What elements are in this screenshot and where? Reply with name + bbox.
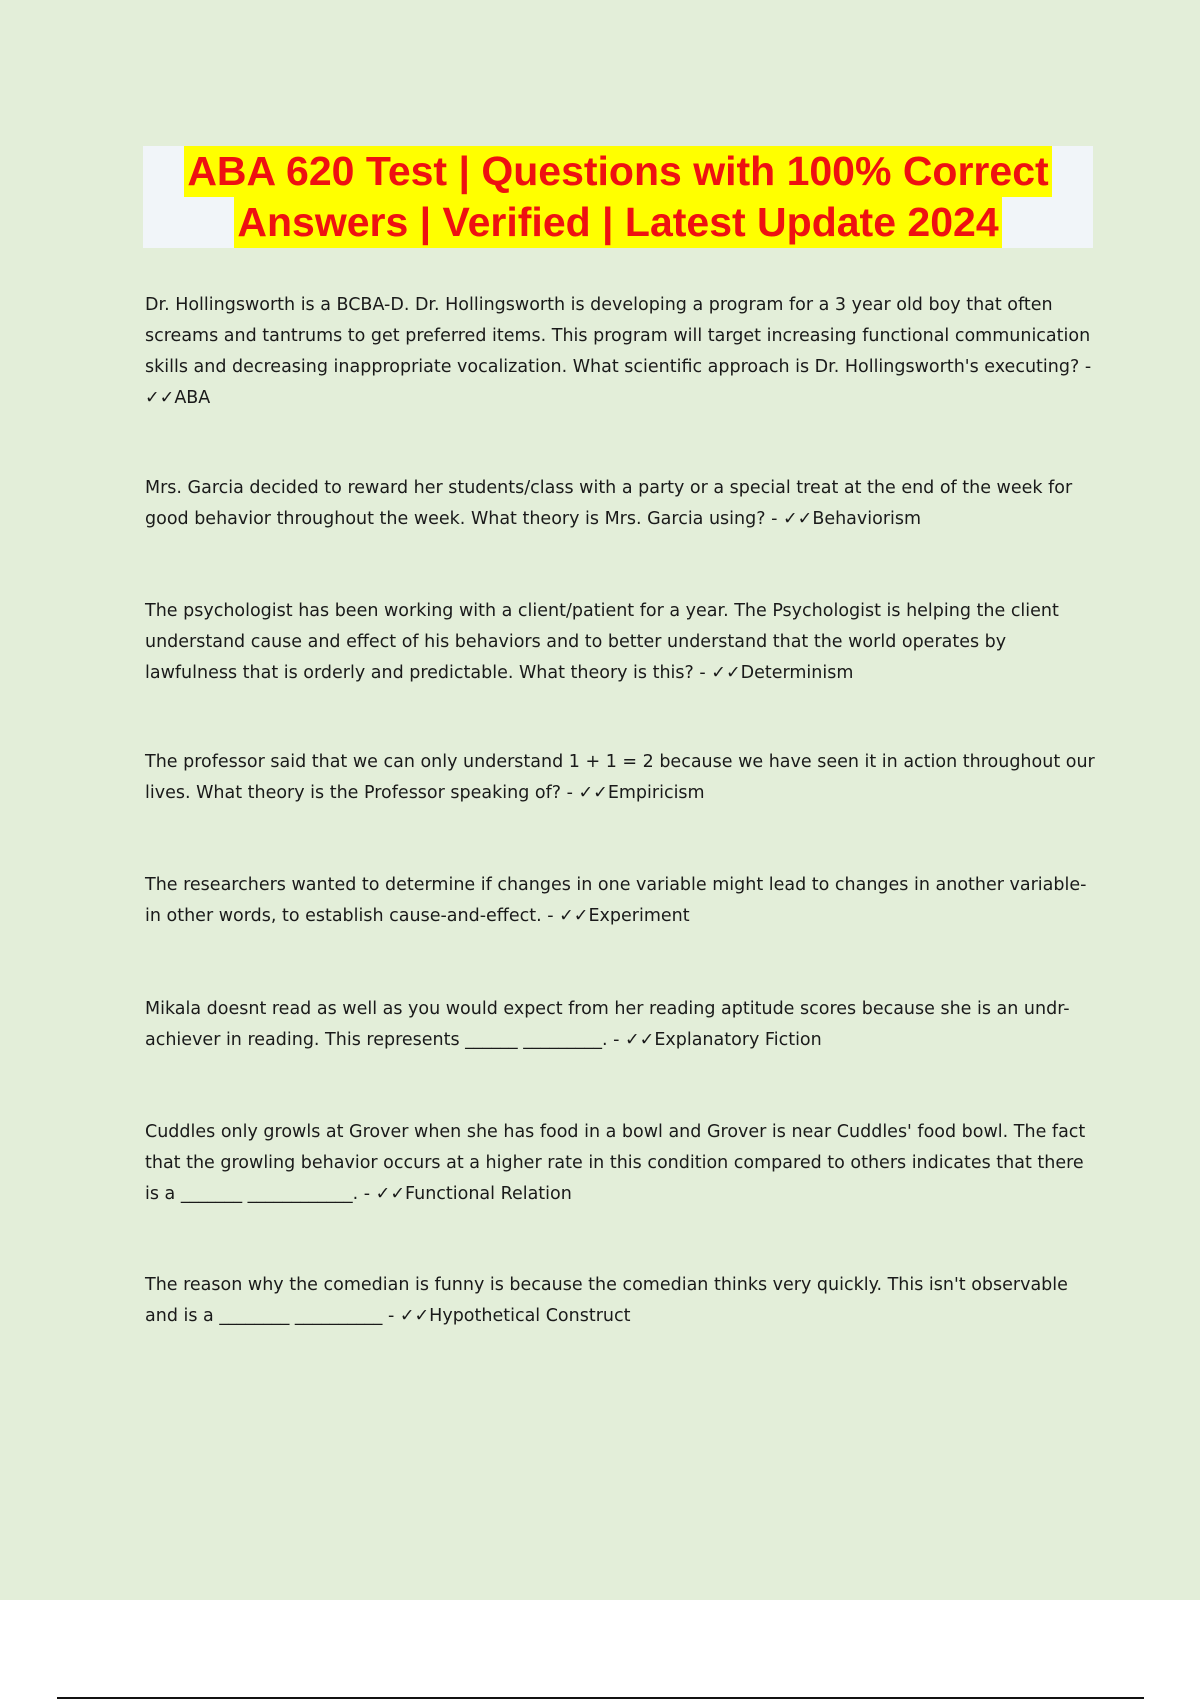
qa-item-3: The psychologist has been working with a client/patient for a year. The Psychologist is helping the client understand cause and effect of his behaviors and to better understand that the world operates by lawfulness that is orderly and predictable. What theory is this? - ✓✓Determinism: [145, 601, 1059, 683]
title-line-2: Answers | Verified | Latest Update 2024: [234, 197, 1001, 248]
answer-text: Empiricism: [607, 783, 705, 803]
qa-item-7: Cuddles only growls at Grover when she has food in a bowl and Grover is near Cuddles' food bowl. The fact that the growling behavior occurs at a higher rate in this condition compared to others indicates that there is a _______ ____________. - ✓✓Functional Relation: [145, 1122, 1086, 1204]
title-line-1: ABA 620 Test | Questions with 100% Correct: [184, 146, 1051, 197]
qa-item-2: Mrs. Garcia decided to reward her students/class with a party or a special treat at the end of the week for good behavior throughout the week. What theory is Mrs. Garcia using? - ✓✓Behaviorism: [145, 478, 1073, 529]
qa-item-6: Mikala doesnt read as well as you would expect from her reading aptitude scores because she is an undr-achiever in reading. This represents ______ _________. - ✓✓Explanatory Fiction: [145, 999, 1070, 1050]
question-text: Mikala doesnt read as well as you would expect from her reading aptitude scores because she is an undr-achiever in reading. This represents ______ _________.: [145, 999, 1070, 1050]
check-icon: ✓✓: [145, 388, 175, 408]
check-icon: ✓✓: [782, 509, 813, 529]
answer-text: Hypothetical Construct: [429, 1306, 631, 1326]
answer-text: Determinism: [740, 663, 854, 683]
check-icon: ✓✓: [625, 1030, 655, 1050]
qa-item-4: The professor said that we can only understand 1 + 1 = 2 because we have seen it in action throughout our lives. What theory is the Professor speaking of? - ✓✓Empiricism: [145, 752, 1095, 803]
qa-item-1: Dr. Hollingsworth is a BCBA-D. Dr. Hollingsworth is developing a program for a 3 year old boy that often screams and tantrums to get preferred items. This program will target increasing functional communication skills and decreasing inappropriate vocalization. What scientific approach is Dr. Hollingsworth's executing? - ✓✓ABA: [145, 295, 1092, 408]
answer-text: ABA: [174, 388, 211, 408]
question-text: Mrs. Garcia decided to reward her students/class with a party or a special treat at the end of the week for good behavior throughout the week. What theory is Mrs. Garcia using?: [145, 478, 1073, 529]
qa-item-8: The reason why the comedian is funny is because the comedian thinks very quickly. This isn't observable and is a ________ __________ - ✓✓Hypothetical Construct: [145, 1275, 1068, 1326]
answer-text: Behaviorism: [812, 509, 922, 529]
check-icon: ✓✓: [711, 663, 741, 683]
answer-text: Explanatory Fiction: [654, 1030, 822, 1050]
question-text: The professor said that we can only understand 1 + 1 = 2 because we have seen it in action throughout our lives. What theory is the Professor speaking of?: [145, 752, 1095, 803]
qa-item-5: The researchers wanted to determine if changes in one variable might lead to changes in another variable- in other words, to establish cause-and-effect. - ✓✓Experiment: [145, 875, 1087, 926]
check-icon: ✓✓: [559, 906, 589, 926]
answer-text: Experiment: [588, 906, 690, 926]
check-icon: ✓✓: [399, 1306, 430, 1326]
question-text: The psychologist has been working with a client/patient for a year. The Psychologist is helping the client understand cause and effect of his behaviors and to better understand that the world operates by lawfulness that is orderly and predictable. What theory is this?: [145, 601, 1059, 683]
check-icon: ✓✓: [375, 1184, 405, 1204]
question-text: The reason why the comedian is funny is because the comedian thinks very quickly. This isn't observable and is a ________ __________: [145, 1275, 1068, 1326]
footer-rule: [57, 1697, 1144, 1699]
document-title: [143, 146, 1093, 248]
answer-text: Functional Relation: [405, 1184, 572, 1204]
question-text: Cuddles only growls at Grover when she has food in a bowl and Grover is near Cuddles' food bowl. The fact that the growling behavior occurs at a higher rate in this condition compared to others indicates that there is a _______ ____________.: [145, 1122, 1086, 1204]
question-text: The researchers wanted to determine if changes in one variable might lead to changes in another variable- in other words, to establish cause-and-effect.: [145, 875, 1087, 926]
question-text: Dr. Hollingsworth is a BCBA-D. Dr. Hollingsworth is developing a program for a 3 year old boy that often screams and tantrums to get preferred items. This program will target increasing functional communication skills and decreasing inappropriate vocalization. What scientific approach is Dr. Hollingsworth's executing?: [145, 295, 1091, 377]
check-icon: ✓✓: [578, 783, 608, 803]
